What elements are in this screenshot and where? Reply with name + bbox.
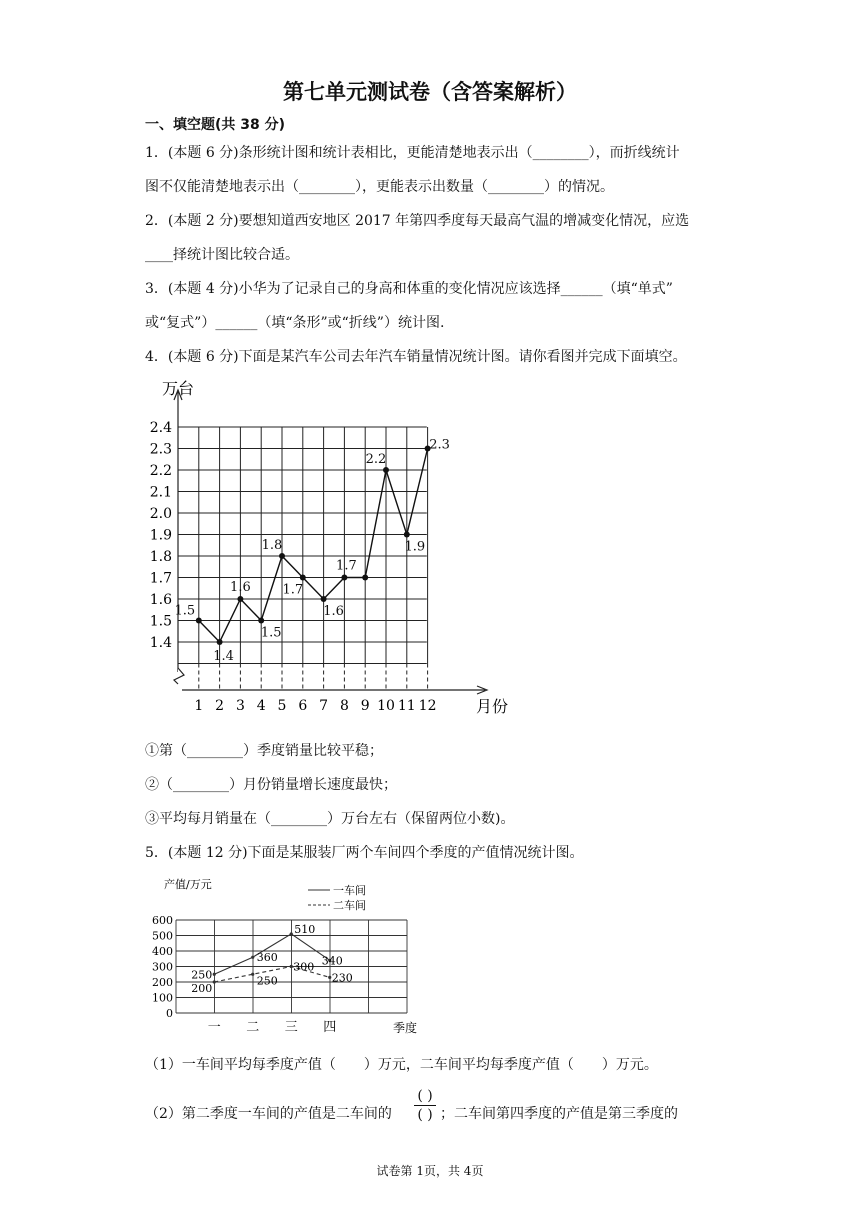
data-label: 250 xyxy=(256,974,278,988)
y-tick-label: 2.1 xyxy=(149,484,172,501)
y-tick-label: 200 xyxy=(152,976,173,989)
question-line: 4．(本题 6 分)下面是某汽车公司去年汽车销量情况统计图。请你看图并完成下面填空。 xyxy=(145,349,687,365)
output-line-chart xyxy=(140,874,418,1035)
axis-break xyxy=(174,668,184,684)
question-line: ____择统计图比较合适。 xyxy=(145,247,299,263)
x-tick-label: 2 xyxy=(215,698,225,714)
data-point xyxy=(237,596,243,602)
y-axis-label: 万台 xyxy=(162,379,195,398)
question-item: ；二车间第四季度的产值是第三季度的 xyxy=(440,1106,678,1122)
data-label: 250 xyxy=(191,968,213,982)
data-point xyxy=(196,618,202,624)
question-line: 图不仅能清楚地表示出（________），更能表示出数量（________）的情况。 xyxy=(145,179,614,195)
fraction-blank xyxy=(414,1088,436,1123)
data-point xyxy=(213,980,216,983)
data-point xyxy=(383,467,389,473)
y-tick-label: 1.5 xyxy=(149,613,172,630)
y-tick-label: 2.0 xyxy=(149,506,172,522)
data-point xyxy=(341,575,347,581)
data-label: 1.8 xyxy=(261,538,283,553)
data-label: 1.6 xyxy=(323,604,344,619)
data-label: 300 xyxy=(293,960,315,974)
y-tick-label: 2.2 xyxy=(149,463,172,479)
y-tick-label: 500 xyxy=(152,929,173,943)
x-tick-label: 三 xyxy=(284,1020,298,1035)
x-tick-label: 1 xyxy=(194,698,204,714)
data-point xyxy=(258,618,264,624)
question-item: ②（________）月份销量增长速度最快； xyxy=(145,777,397,793)
data-label: 2.2 xyxy=(365,452,387,467)
data-label: 1.9 xyxy=(404,539,426,555)
y-tick-label: 1.6 xyxy=(149,592,172,608)
page-title: 第七单元测试卷（含答案解析） xyxy=(283,80,577,104)
data-point xyxy=(362,575,368,581)
y-tick-label: 100 xyxy=(152,991,173,1005)
y-tick-label: 1.4 xyxy=(149,635,172,651)
x-tick-label: 10 xyxy=(377,698,395,714)
y-tick-label: 1.7 xyxy=(149,570,172,587)
x-tick-label: 7 xyxy=(319,698,329,714)
data-label: 2.3 xyxy=(429,437,450,453)
question-item: （2）第二季度一车间的产值是二车间的 xyxy=(145,1106,392,1122)
legend-label: 二车间 xyxy=(333,899,366,912)
x-tick-label: 3 xyxy=(235,698,245,714)
data-label: 360 xyxy=(256,951,278,965)
x-axis-label: 月份 xyxy=(476,697,509,716)
fraction-denominator: ( ) xyxy=(417,1107,433,1123)
data-point xyxy=(321,596,327,602)
x-tick-label: 5 xyxy=(277,698,287,714)
question-line: 1．(本题 6 分)条形统计图和统计表相比，更能清楚地表示出（________），而折线统计 xyxy=(145,145,680,161)
x-tick-label: 11 xyxy=(397,698,416,714)
data-point xyxy=(251,973,254,976)
y-tick-label: 2.4 xyxy=(149,420,172,436)
y-tick-label: 1.9 xyxy=(149,527,172,544)
data-label: 230 xyxy=(331,971,353,985)
x-tick-label: 四 xyxy=(323,1020,337,1035)
data-point xyxy=(290,932,293,935)
y-tick-label: 600 xyxy=(152,914,173,927)
question-item: （1）一车间平均每季度产值（ ）万元，二车间平均每季度产值（ ）万元。 xyxy=(145,1057,658,1073)
data-label: 1.5 xyxy=(260,625,282,641)
data-label: 1.7 xyxy=(282,582,304,598)
fraction-numerator: ( ) xyxy=(417,1088,433,1104)
data-point xyxy=(213,973,216,976)
y-tick-label: 400 xyxy=(152,945,173,958)
x-tick-label: 9 xyxy=(360,698,370,714)
x-tick-label: 8 xyxy=(339,698,349,714)
x-tick-label: 12 xyxy=(418,698,437,714)
y-tick-label: 300 xyxy=(152,960,173,974)
data-label: 510 xyxy=(294,922,316,936)
sales-line-chart xyxy=(140,372,520,722)
x-tick-label: 6 xyxy=(298,698,308,714)
y-axis-label: 产值/万元 xyxy=(164,878,212,891)
section-heading: 一、填空题(共 38 分) xyxy=(145,117,286,133)
fraction-bar xyxy=(414,1105,436,1106)
question-line: 2．(本题 2 分)要想知道西安地区 2017 年第四季度每天最高气温的增减变化情况，应选 xyxy=(145,213,690,229)
page-footer: 试卷第 1页，共 4页 xyxy=(376,1164,484,1178)
data-label: 1.4 xyxy=(213,649,234,664)
question-line: 3．(本题 4 分)小华为了记录自己的身高和体重的变化情况应该选择______（填“单式” xyxy=(145,281,673,297)
y-tick-label: 0 xyxy=(166,1007,173,1020)
data-point xyxy=(404,532,410,538)
data-label: 1.7 xyxy=(336,558,357,574)
data-point xyxy=(279,553,285,559)
question-item: ①第（________）季度销量比较平稳； xyxy=(145,743,383,759)
question-line: 5．(本题 12 分)下面是某服装厂两个车间四个季度的产值情况统计图。 xyxy=(145,845,584,861)
data-point xyxy=(217,639,223,645)
question-line: 或“复式”）______（填“条形”或“折线”）统计图. xyxy=(145,315,445,331)
legend-label: 一车间 xyxy=(333,884,366,897)
question-item: ③平均每月销量在（________）万台左右（保留两位小数)。 xyxy=(145,811,515,827)
data-label: 1.6 xyxy=(230,580,251,595)
data-label: 1.5 xyxy=(174,603,196,619)
x-tick-label: 4 xyxy=(256,698,266,714)
data-label: 340 xyxy=(321,954,343,968)
series-line xyxy=(199,449,428,643)
data-point xyxy=(251,956,254,959)
x-tick-label: 一 xyxy=(207,1020,221,1035)
data-label: 200 xyxy=(191,982,213,995)
y-tick-label: 1.8 xyxy=(149,549,172,565)
x-tick-label: 二 xyxy=(246,1020,260,1035)
data-point xyxy=(300,575,306,581)
y-tick-label: 2.3 xyxy=(149,441,172,458)
x-axis-label: 季度 xyxy=(393,1021,418,1035)
